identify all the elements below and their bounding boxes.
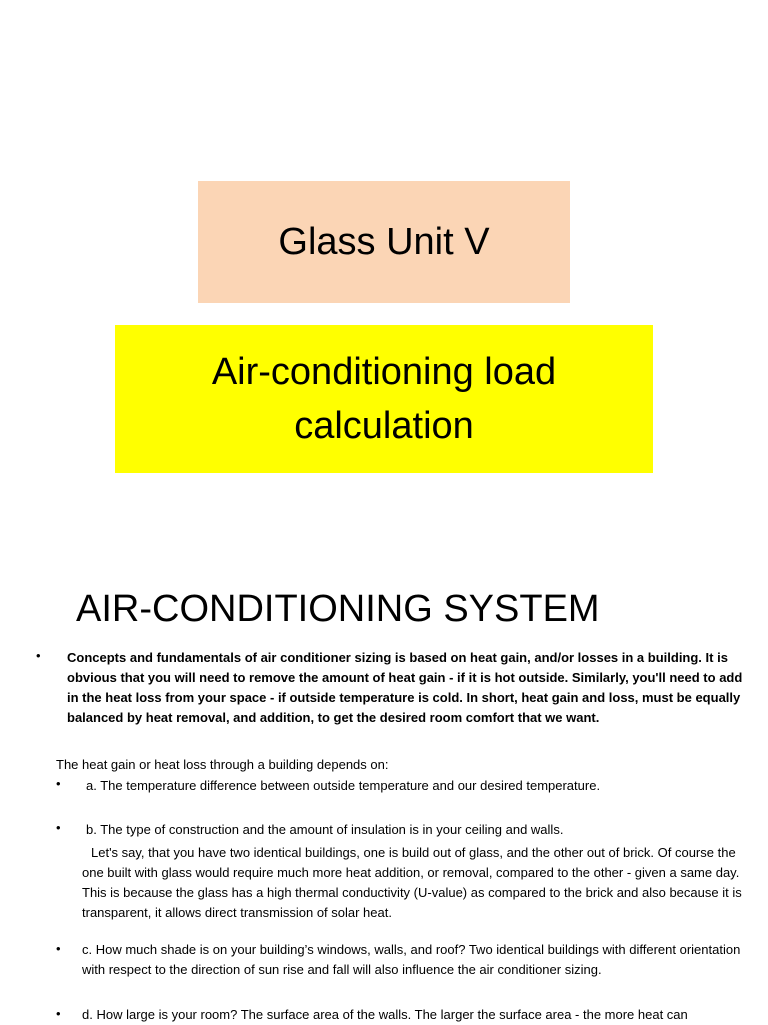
bullet-marker: •: [56, 941, 61, 956]
intro-paragraph: Concepts and fundamentals of air conditioner sizing is based on heat gain, and/or losses in a building. It is obvious that you will need to remove the amount of heat gain - if it is hot outside. Similarly, you'll need to add in the heat loss from your space - if outside temperature is cold. In short, heat gain and loss, must be equally balanced by heat removal, and addition, to get the desired room comfort that we want.: [67, 650, 743, 725]
section-heading: AIR-CONDITIONING SYSTEM: [76, 588, 600, 630]
title-box: [198, 181, 570, 303]
list-item-c: c. How much shade is on your building’s windows, walls, and roof? Two identical buildings with different orientation with respect to the direction of sun rise and fall will also influence the air conditioner sizing.: [82, 942, 741, 977]
bullet-marker: •: [56, 776, 61, 791]
list-item-b-detail: Let's say, that you have two identical buildings, one is build out of glass, and the other out of brick. Of course the one built with glass would require much more heat addition, or removal, compared to the other - given a same day. This is because the glass has a high thermal conductivity (U-value) as compared to the brick and also because it is transparent, it allows direct transmission of solar heat.: [82, 845, 742, 920]
subtitle-box: [115, 325, 653, 473]
list-item-a: a. The temperature difference between outside temperature and our desired temperature.: [86, 778, 601, 793]
bullet-marker: •: [36, 648, 41, 663]
bullet-marker: •: [56, 820, 61, 835]
bullet-marker: •: [56, 1006, 61, 1021]
depends-on-text: The heat gain or heat loss through a building depends on:: [56, 757, 389, 772]
list-item-d: d. How large is your room? The surface area of the walls. The larger the surface area - the more heat can: [82, 1007, 688, 1022]
list-item-b: b. The type of construction and the amount of insulation is in your ceiling and walls.: [86, 822, 564, 837]
slide-title: Glass Unit V: [278, 221, 490, 263]
slide-subtitle: Air-conditioning load calculation: [211, 351, 557, 447]
